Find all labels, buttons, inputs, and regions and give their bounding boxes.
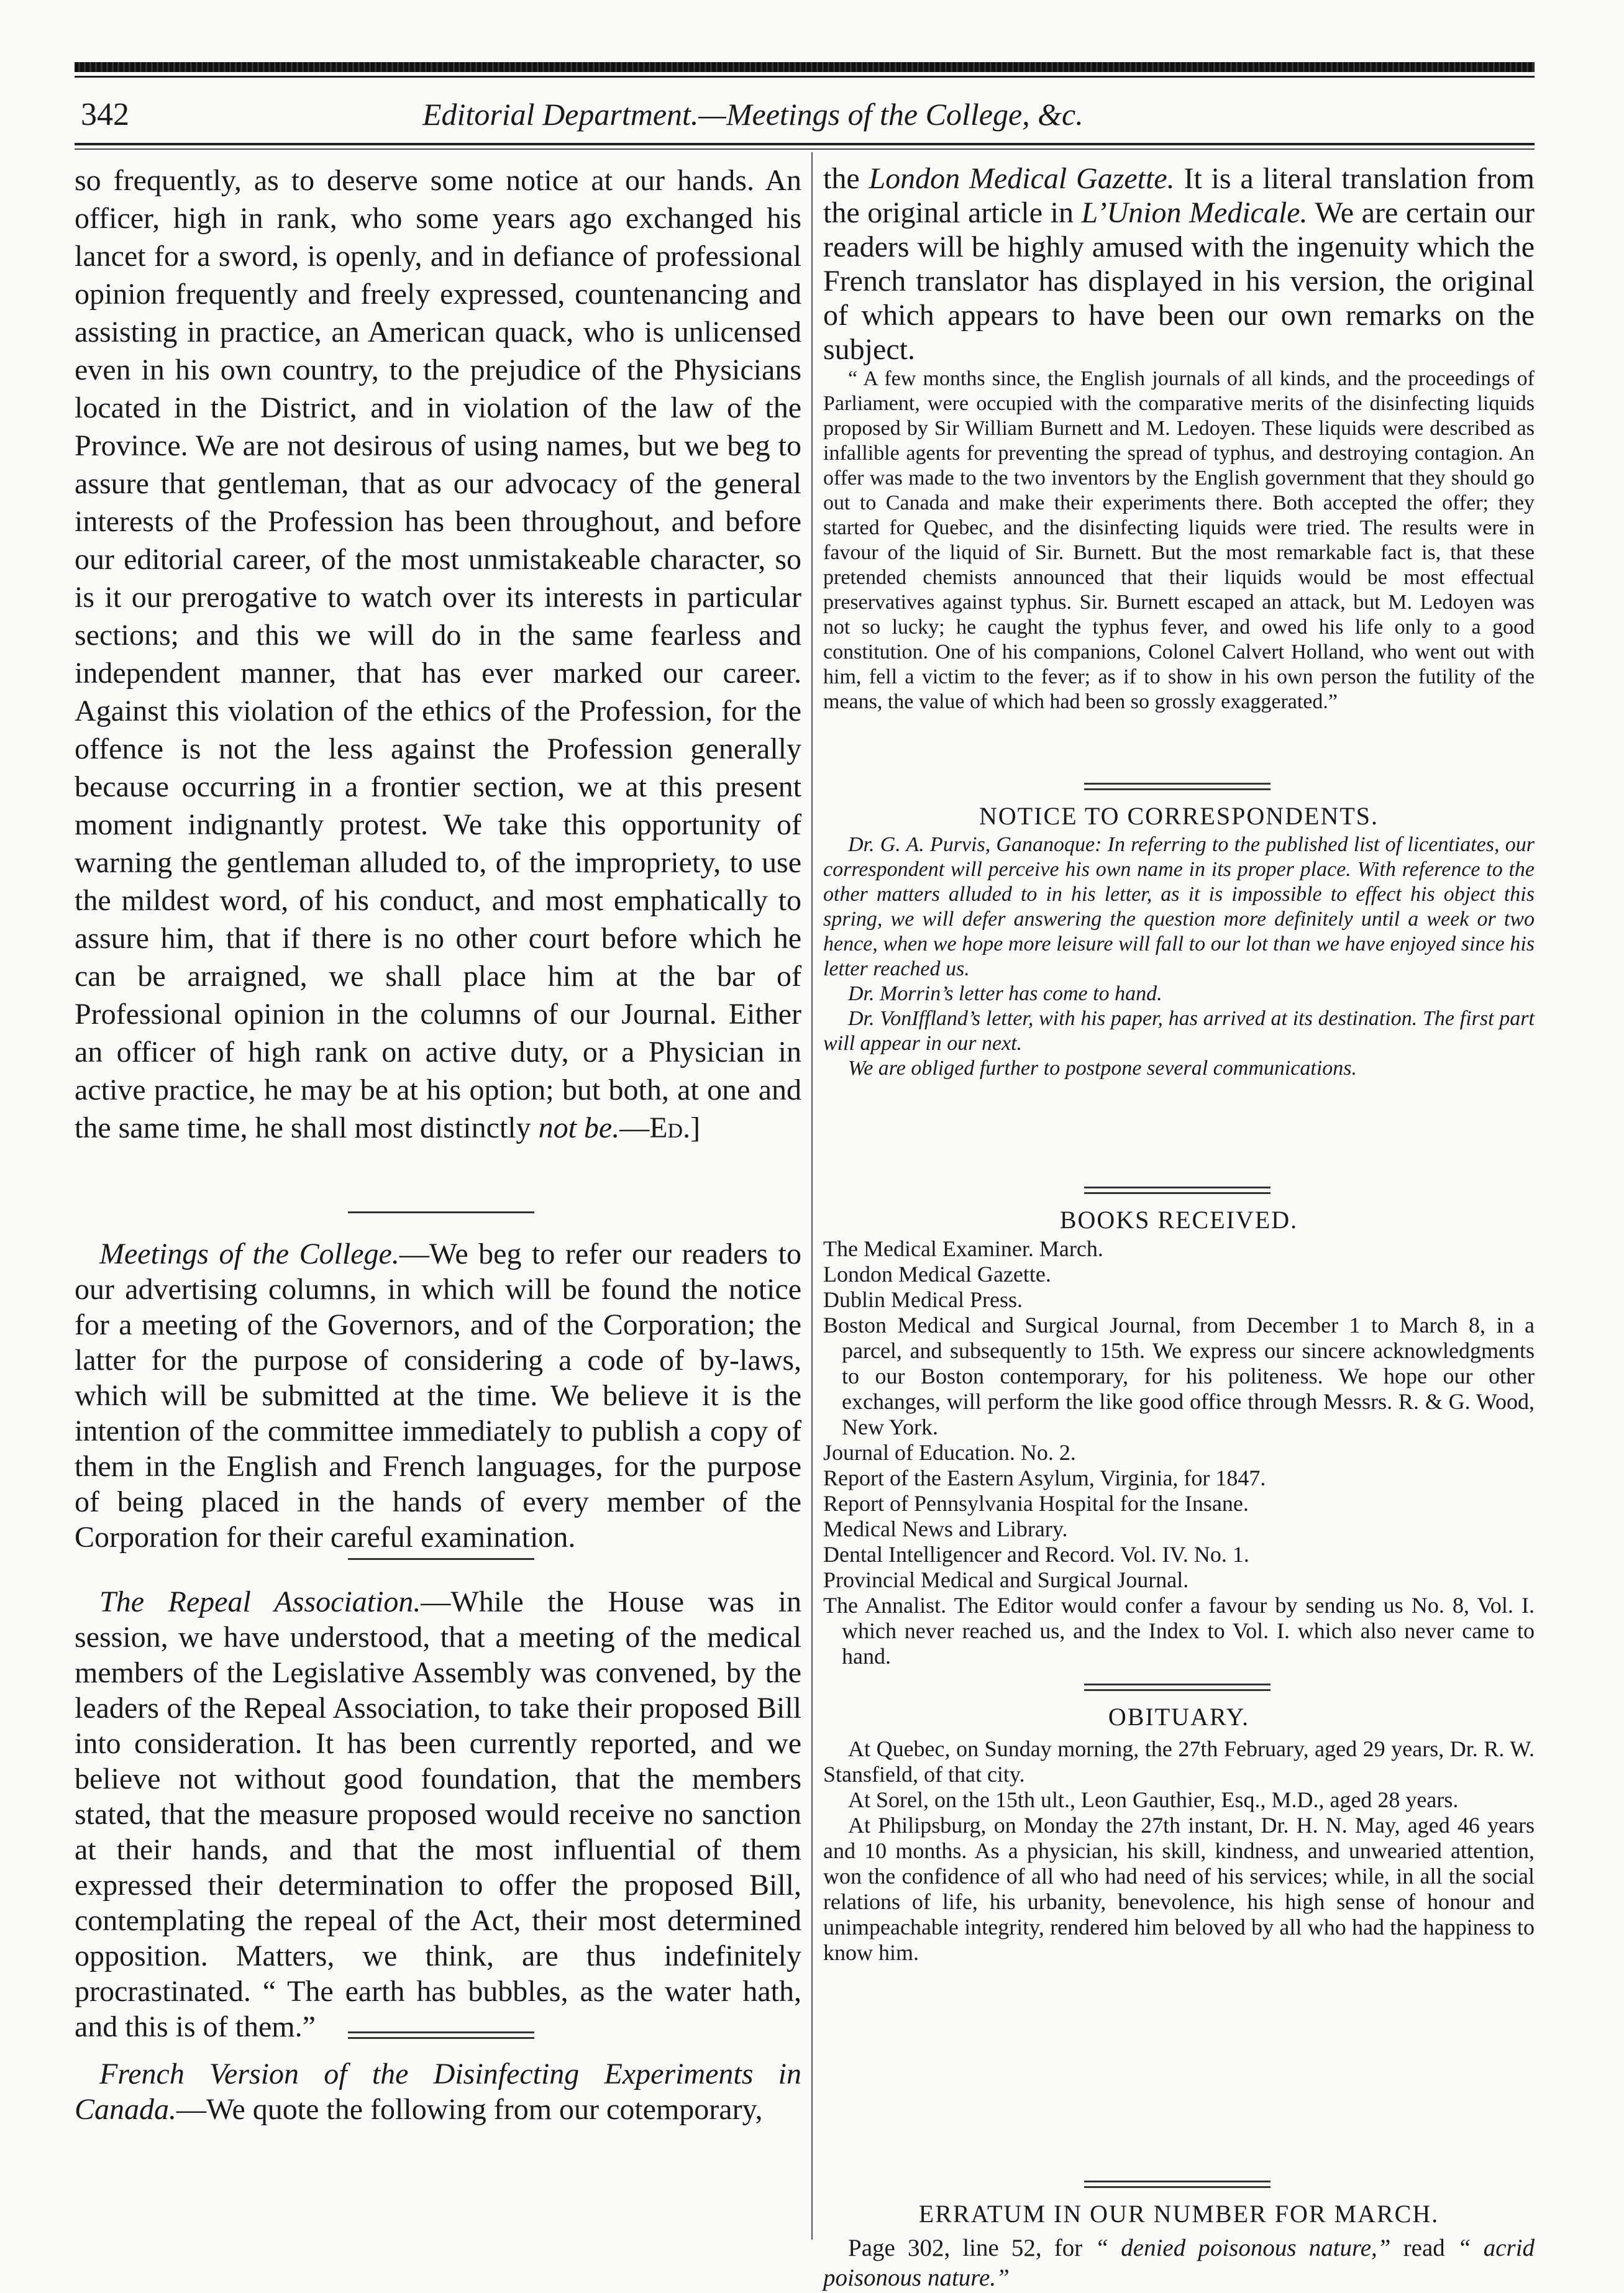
column-divider bbox=[811, 152, 813, 2240]
meetings-body: —We beg to refer our readers to our advertising columns, in which will be found the notice for a meeting of the Governors, and of the Corporation; the latter for the purpose of considering a code of by-laws, which will be submitted at the time. We believe it is the intention of the committee immediately to publish a copy of them in the English and French languages, for the purpose of being placed in the hands of every member of the Corporation for their careful examination. bbox=[75, 1238, 801, 1554]
translated-quote bbox=[823, 367, 1535, 714]
translation-intro bbox=[823, 162, 1535, 367]
top-ornamental-rule bbox=[75, 62, 1535, 72]
section-separator bbox=[1084, 783, 1270, 785]
intro-source-1: London Medical Gazette. bbox=[869, 162, 1175, 195]
editor-signature: —Ed.] bbox=[619, 1111, 701, 1144]
section-separator bbox=[1084, 2181, 1270, 2182]
repeal-article bbox=[75, 1584, 801, 2045]
section-separator bbox=[348, 2031, 534, 2033]
section-separator bbox=[1084, 1684, 1270, 1685]
repeal-title: The Repeal Association. bbox=[99, 1585, 421, 1618]
notice-item: Dr. G. A. Purvis, Gananoque: In referring to the published list of licentiates, our correspondent will perceive his own name in its proper place. With reference to the other matters alluded to in his letter, as it is impossible to effect his object this spring, we will defer answering the question more definitely until a week or two hence, when we hope more leisure will fall to our lot than we have enjoyed since his letter reached us. bbox=[823, 833, 1535, 980]
quote-text: “ A few months since, the English journals of all kinds, and the proceedings of Parliament, were occupied with the comparative merits of the disinfecting liquids proposed by Sir William Burnett and M. Ledoyen. These liquids were described as infallible agents for preventing the spread of typhus, and destroying contagion. An offer was made to the two inventors by the English government that they should go out to Canada and make their experiments there. Both accepted the offer; they started for Quebec, and the disinfecting liquids were tried. The results were in favour of the liquid of Sir. Burnett. But the most remarkable fact is, that these pretended chemists announced that their liquids would be most effectual preservatives against typhus. Sir. Burnett escaped an attack, but M. Ledoyen was not so lucky; he caught the typhus fever, and owed his life only to a good constitution. One of his companions, Colonel Calvert Holland, who went out with him, fell a victim to the fever; as if to show in his own person the futility of the means, the value of which had been so grossly exaggerated.” bbox=[823, 367, 1535, 713]
meetings-title: Meetings of the College. bbox=[99, 1238, 399, 1270]
french-title: French Version of the Disinfecting Experiments in Canada. bbox=[75, 2058, 801, 2126]
erratum-correct: “ acrid poisonous nature.” bbox=[823, 2235, 1535, 2291]
notice-item: We are obliged further to postpone several communications. bbox=[848, 1057, 1357, 1080]
repeal-body: —While the House was in session, we have understood, that a meeting of the medical members of the Legislative Assembly was convened, by the leaders of the Repeal Association, to take their proposed Bill into consideration. It has been currently reported, and we believe not without good foundation, that the members stated, that the measure proposed would receive no sanction at their hands, and that the most influential of them expressed their determination to offer the proposed Bill, contemplating the repeal of the Act, their most determined opposition. Matters, we think, are thus indefinitely procrastinated. “ The earth has bubbles, as the water hath, and this is of them.” bbox=[75, 1585, 801, 2043]
book-item: London Medical Gazette. bbox=[823, 1262, 1051, 1287]
obituary-item: At Philipsburg, on Monday the 27th instant, Dr. H. N. May, aged 46 years and 10 months. As a physician, his skill, kindness, and unwearied attention, won the confidence of all who had need of his services; while, in all the social relations of life, his urbanity, benevolence, his high sense of honour and unimpeachable integrity, rendered him beloved by all who had the happiness to know him. bbox=[823, 1813, 1535, 1965]
notice-to-correspondents bbox=[823, 832, 1535, 1081]
page-number: 342 bbox=[81, 97, 129, 132]
book-item: Report of Pennsylvania Hospital for the Insane. bbox=[823, 1491, 1249, 1516]
section-separator bbox=[1084, 1187, 1270, 1188]
book-item: Boston Medical and Surgical Journal, from December 1 to March 8, in a parcel, and subsequently to 15th. We express our sincere acknowledgments to our Boston contemporary, for his politeness. We hope our other exchanges, will perform the like good office through Messrs. R. & G. Wood, New York. bbox=[823, 1313, 1535, 1439]
book-item: The Medical Examiner. March. bbox=[823, 1236, 1103, 1261]
editorial-emphasis: not be. bbox=[538, 1111, 620, 1144]
french-version-article bbox=[75, 2056, 801, 2127]
book-item: Provincial Medical and Surgical Journal. bbox=[823, 1567, 1189, 1592]
books-list bbox=[823, 1236, 1535, 1669]
erratum-wrong: “ denied poisonous nature,” bbox=[1095, 2235, 1391, 2261]
obituary-item: At Sorel, on the 15th ult., Leon Gauthier, Esq., M.D., aged 28 years. bbox=[848, 1787, 1459, 1812]
book-item: Dublin Medical Press. bbox=[823, 1287, 1023, 1312]
editorial-paragraph bbox=[75, 162, 801, 1147]
obituary-list bbox=[823, 1736, 1535, 1966]
erratum-text bbox=[823, 2233, 1535, 2293]
header-rule bbox=[75, 143, 1535, 145]
erratum-pre: Page 302, line 52, for bbox=[848, 2235, 1083, 2261]
editorial-text: so frequently, as to deserve some notice at our hands. An officer, high in rank, who some years ago exchanged his lancet for a sword, is openly, and in defiance of professional opinion frequently and freely expressed, countenancing and assisting in practice, an American quack, who is unlicensed even in his own country, to the prejudice of the Physicians located in the District, and in violation of the law of the Province. We are not desirous of using names, but we beg to assure that gentleman, that as our advocacy of the general interests of the Profession has been throughout, and before our editorial career, of the most unmistakeable character, so is it our prerogative to watch over its interests in particular sections; and this we will do in the same fearless and independent manner, that has ever marked our career. Against this violation of the ethics of the Profession, for the offence is not the less against the Profession generally because occurring in a frontier section, we at this present moment indignantly protest. We take this opportunity of warning the gentleman alluded to, of the impropriety, to use the mildest word, of his conduct, and most emphatically to assure him, that if there is no other court before which he can be arraigned, we shall place him at the bar of Professional opinion in the columns of our Journal. Either an officer of high rank on active duty, or a Physician in active practice, he may be at his option; but both, at one and the same time, he shall most distinctly bbox=[75, 164, 801, 1144]
notice-heading: NOTICE TO CORRESPONDENTS. bbox=[979, 802, 1379, 830]
intro-source-2: L’Union Medicale. bbox=[1081, 196, 1308, 229]
erratum-mid: read bbox=[1403, 2235, 1445, 2261]
obituary-item: At Quebec, on Sunday morning, the 27th February, aged 29 years, Dr. R. W. Stansfield, of that city. bbox=[823, 1736, 1535, 1787]
header-rule-secondary bbox=[75, 148, 1535, 150]
intro-post: We are certain our readers will be highly amused with the ingenuity which the French translator has displayed in his version, the original of which appears to have been our own remarks on the subject. bbox=[823, 196, 1535, 366]
books-heading: BOOKS RECEIVED. bbox=[1059, 1206, 1298, 1234]
french-body: —We quote the following from our cotemporary, bbox=[176, 2093, 763, 2126]
book-item: Journal of Education. No. 2. bbox=[823, 1440, 1076, 1465]
book-item: Report of the Eastern Asylum, Virginia, for 1847. bbox=[823, 1466, 1266, 1490]
notice-item: Dr. Morrin’s letter has come to hand. bbox=[848, 982, 1162, 1005]
book-item: Dental Intelligencer and Record. Vol. IV. No. 1. bbox=[823, 1542, 1249, 1567]
erratum-heading: ERRATUM IN OUR NUMBER FOR MARCH. bbox=[918, 2200, 1439, 2228]
top-rule-underline bbox=[75, 76, 1535, 78]
section-separator bbox=[348, 1558, 534, 1560]
intro-mid: It is a literal translation from the original article in bbox=[823, 162, 1535, 229]
book-item: Medical News and Library. bbox=[823, 1516, 1068, 1541]
page-header bbox=[75, 84, 1535, 146]
notice-item: Dr. VonIffland’s letter, with his paper, has arrived at its destination. The first part will appear in our next. bbox=[823, 1007, 1535, 1055]
meetings-article bbox=[75, 1236, 801, 1555]
section-separator bbox=[348, 1211, 534, 1213]
book-item: The Annalist. The Editor would confer a favour by sending us No. 8, Vol. I. which never reached us, and the Index to Vol. I. which also never came to hand. bbox=[823, 1593, 1535, 1669]
obituary-heading: OBITUARY. bbox=[1108, 1703, 1250, 1731]
intro-pre: the bbox=[823, 162, 860, 195]
running-head: Editorial Department.—Meetings of the College, &c. bbox=[422, 97, 1083, 132]
